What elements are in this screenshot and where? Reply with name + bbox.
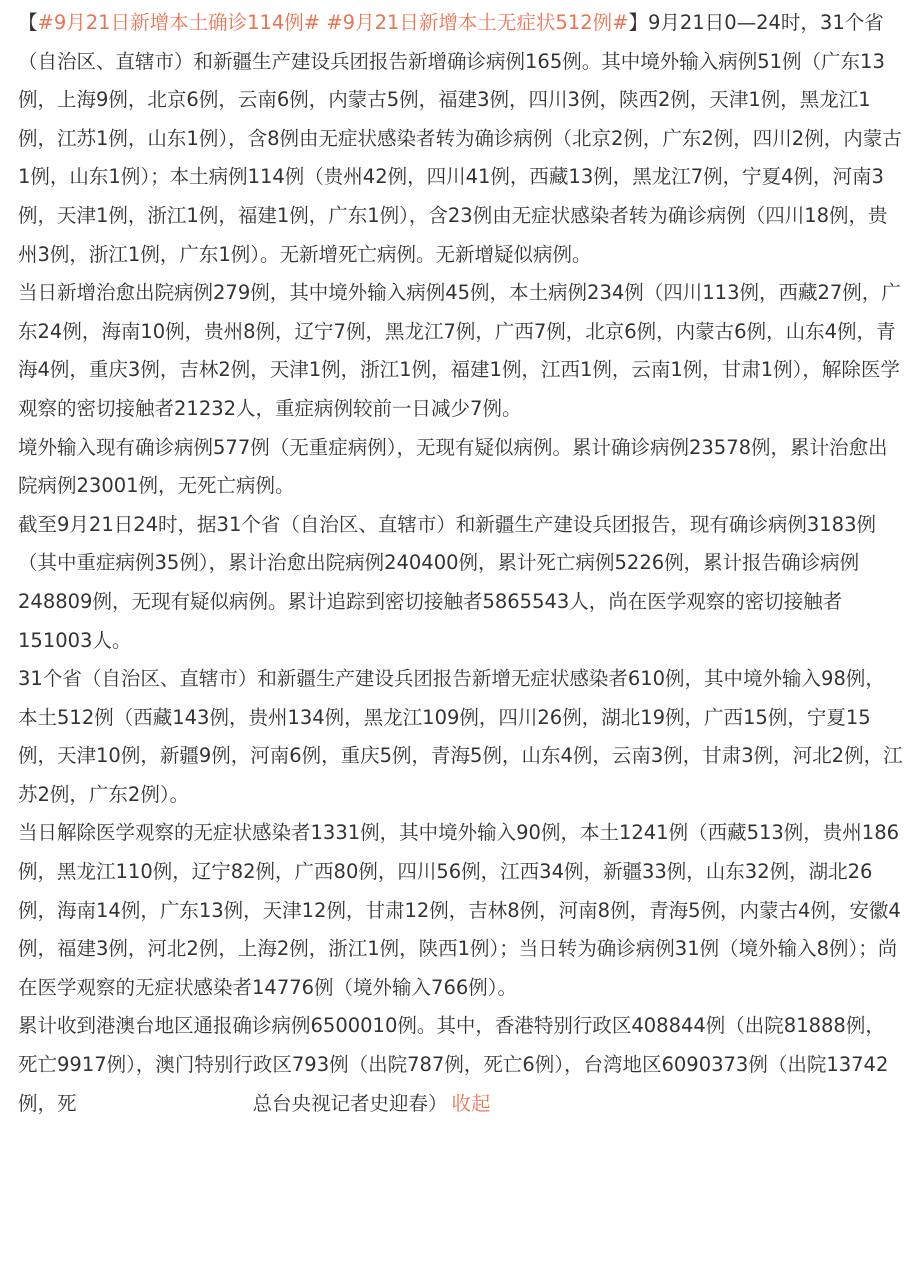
open-bracket: 【 [18,11,38,34]
collapse-link[interactable]: 收起 [451,1091,491,1115]
close-bracket: 】 [628,11,648,34]
paragraph-text: 9月21日0—24时，31个省（自治区、直辖市）和新疆生产建设兵团报告新增确诊病例165例。其中境外输入病例51例（广东13例，上海9例，北京6例，云南6例，内蒙古5例，福建3例，四川3例，陕西2例，天津1例，黑龙江1例，江苏1例，山东1例），含8例由无症状感染者转为确诊病例（北京2例，广东2例，四川2例，内蒙古1例，山东1例）；本土病例114例（贵州42例，四川41例，西藏13例，黑龙江7例，宁夏4例，河南3例，天津1例，浙江1例，福建1例，广东1例），含23例由无症状感染者转为确诊病例（四川18例，贵州3例，浙江1例，广东1例）。无新增死亡病例。无新增疑似病例。 [18,11,902,266]
post-paragraph-6: 当日解除医学观察的无症状感染者1331例，其中境外输入90例，本土1241例（西藏513例，贵州186例，黑龙江110例，辽宁82例，广西80例，四川56例，江西34例，新疆33例，山东32例，湖北26例，海南14例，广东13例，天津12例，甘肃12例，吉林8例，河南8例，青海5例，内蒙古4例，安徽4例，福建3例，河北2例，上海2例，浙江1例，陕西1例）；当日转为确诊病例31例（境外输入8例）；尚在医学观察的无症状感染者14776例（境外输入766例）。 [18,821,901,999]
post-paragraph-1 [18,4,903,274]
post-paragraph-3: 境外输入现有确诊病例577例（无重症病例），无现有疑似病例。累计确诊病例23578例，累计治愈出院病例23001例，无死亡病例。 [18,435,888,498]
post-content [18,4,903,1123]
hashtag-topic-confirmed[interactable]: #9月21日新增本土确诊114例# [37,11,321,34]
post-paragraph-2: 当日新增治愈出院病例279例，其中境外输入病例45例，本土病例234例（四川113例，西藏27例，广东24例，海南10例，贵州8例，辽宁7例，黑龙江7例，广西7例，北京6例，内蒙古6例，山东4例，青海4例，重庆3例，吉林2例，天津1例，浙江1例，福建1例，江西1例，云南1例，甘肃1例），解除医学观察的密切接触者21232人，重症病例较前一日减少7例。 [18,281,901,420]
post-paragraph-5: 31个省（自治区、直辖市）和新疆生产建设兵团报告新增无症状感染者610例，其中境外输入98例，本土512例（西藏143例，贵州134例，黑龙江109例，四川26例，湖北19例，广西15例，宁夏15例，天津10例，新疆9例，河南6例，重庆5例，青海5例，山东4例，云南3例，甘肃3例，河北2例，江苏2例，广东2例）。 [18,667,903,806]
blur-overlay [368,1230,544,1266]
hashtag-topic-asymptomatic[interactable]: #9月21日新增本土无症状512例# [326,11,629,34]
paragraph-text: 累计收到港澳台地区通报确诊病例6500010例。其中，香港特别行政区408844例（出院81888例，死亡9917例），澳门特别行政区793例（出院787例，死亡6例），台湾地区6090373例（出院13742例，死 [18,1014,889,1115]
post-paragraph-7 [18,1007,903,1123]
post-paragraph-4: 截至9月21日24时，据31个省（自治区、直辖市）和新疆生产建设兵团报告，现有确诊病例3183例（其中重症病例35例），累计治愈出院病例240400例，累计死亡病例5226例，累计报告确诊病例248809例，无现有疑似病例。累计追踪到密切接触者5865543人，尚在医学观察的密切接触者151003人。 [18,512,876,652]
paragraph-tail: 总台央视记者史迎春） [252,1091,448,1115]
